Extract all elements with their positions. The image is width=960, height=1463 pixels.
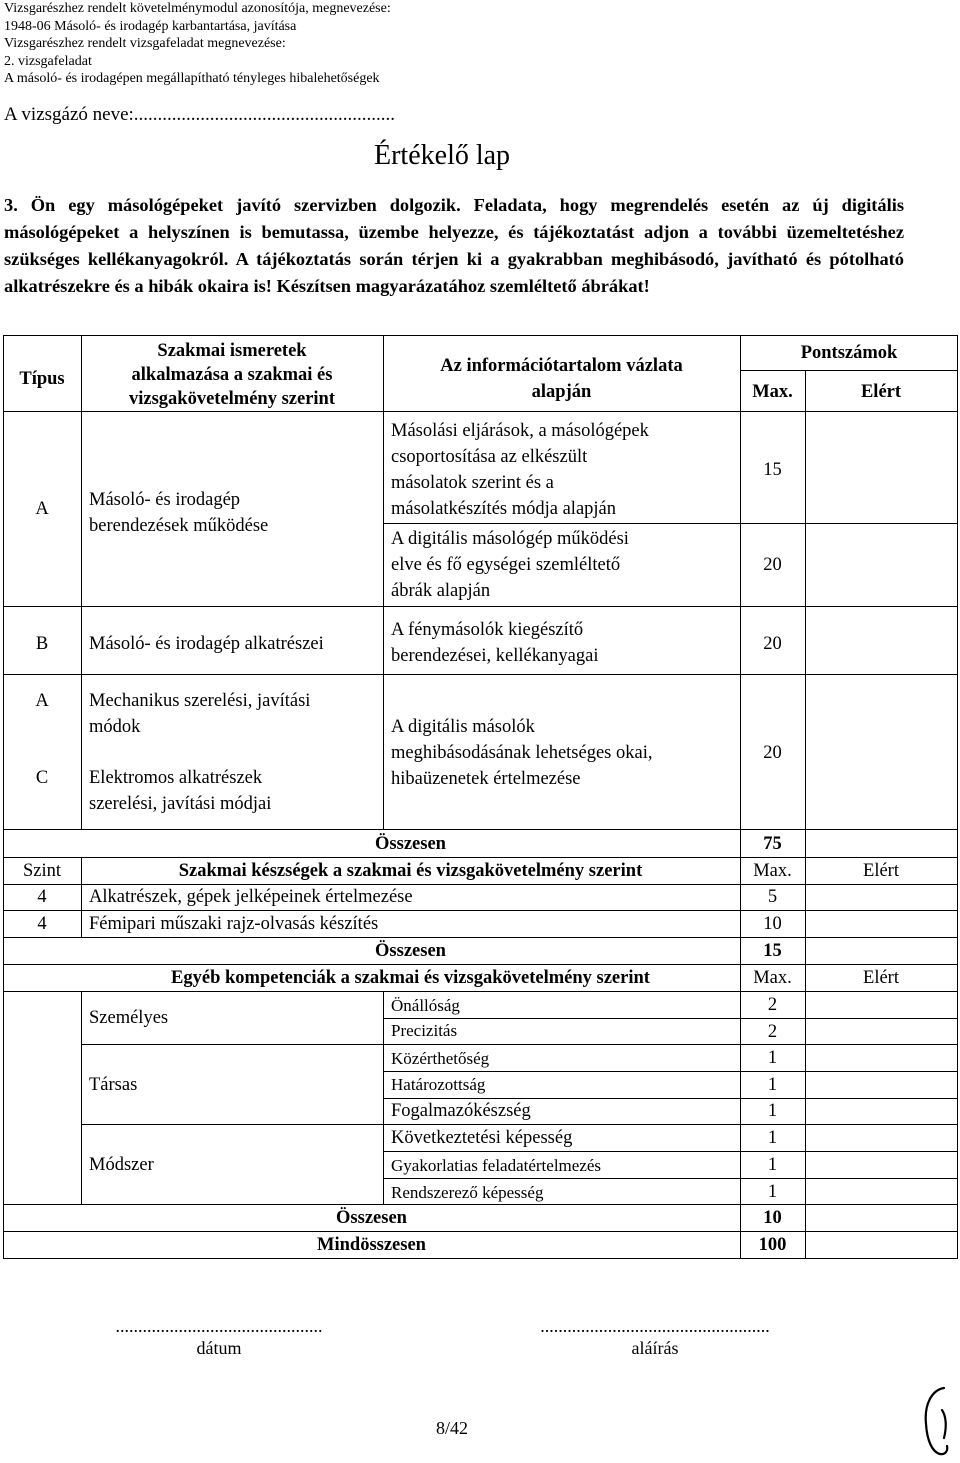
total-value: 15 [763,941,782,961]
competency-max: 1 [767,1128,778,1148]
competency-label: Következtetési képesség [391,1128,573,1148]
header-information-outline [383,353,740,405]
cell-text: elve és fő egységei szemléltető [391,555,621,575]
cell-text: szerelési, javítási módjai [89,794,272,814]
cell-text: berendezések működése [89,516,269,536]
max-points: 20 [763,743,782,763]
competency-max: 1 [767,1155,778,1175]
cell-text: csoportosítása az elkészült [391,447,588,467]
cell-text: másolatok szerint és a [391,473,554,493]
row-information [391,617,736,669]
competency-label: Fogalmazókészség [391,1101,531,1121]
skill-label: Alkatrészek, gépek jelképeinek értelmezése [89,887,413,907]
header-line: Vizsgarészhez rendelt követelménymodul azonosítója, megnevezése: [4,1,391,16]
header-achieved: Elért [863,861,899,881]
row-information [391,418,736,522]
skill-max: 10 [763,914,782,934]
cell-text: Másoló- és irodagép [89,490,241,510]
row-knowledge [89,765,383,817]
grand-total-label: Mindösszesen [317,1235,426,1255]
header-line: A másoló- és irodagépen megállapítható tényleges hibalehetőségek [4,71,380,87]
header-competencies: Egyéb kompetenciák a szakmai és vizsgakövetelmény szerint [171,968,650,988]
competency-max: 1 [767,1048,778,1068]
cell-text: Másolási eljárások, a másológépek [391,421,649,441]
competency-label: Precizitás [391,1021,458,1040]
header-professional-knowledge [81,339,383,411]
skill-label: Fémipari műszaki rajz-olvasás készítés [89,914,379,934]
row-type: C [35,768,49,788]
total-label: Összesen [336,1208,407,1228]
competency-label: Önállóság [391,996,460,1015]
competency-label: Rendszerező képesség [391,1183,544,1202]
header-line: Vizsgarészhez rendelt vizsgafeladat megnevezése: [4,36,286,52]
competency-max: 1 [767,1182,778,1202]
header-skills: Szakmai készségek a szakmai és vizsgakövetelmény szerint [178,861,643,881]
cell-text: A digitális másolók [391,717,535,737]
signature-dots: ................................................... [540,1316,770,1336]
header-achieved: Elért [860,382,902,402]
date-label: dátum [196,1338,242,1358]
page-title: Értékelő lap [374,140,511,171]
cell-text: A fénymásolók kiegészítő [391,620,584,640]
cell-text: másolatkészítés módja alapján [391,499,617,519]
total-value: 75 [763,834,782,854]
competency-max: 2 [767,1022,778,1042]
competency-max: 1 [767,1075,778,1095]
handwritten-signature [914,1380,954,1460]
competency-group: Személyes [89,1008,169,1028]
cell-text: ábrák alapján [391,581,491,601]
total-label: Összesen [375,834,446,854]
task-description: 3. Ön egy másológépeket javító szervizben dolgozik. Feladata, hogy megrendelés esetén az új digitális másológépeket a helyszínen is bemutassa, üzembe helyezze, és tájékoztatást adjon a további üzemeltetéshez szükséges kellékanyagokról. A tájékoztatás során térjen ki a gyakrabban meghibásodó, javítható és pótolható alkatrészekre és a hibák okaira is! Készítsen magyarázatához szemléltető ábrákat! [4,195,904,296]
skill-level: 4 [37,887,47,907]
competency-group: Módszer [89,1155,154,1175]
document-header [4,0,391,88]
candidate-name-field: A vizsgázó neve:....................................................... [4,104,396,125]
competency-group: Társas [89,1075,138,1095]
row-type: A [35,691,49,711]
cell-text: A digitális másológép működési [391,529,629,549]
page-number: 8/42 [435,1418,468,1438]
competency-max: 1 [767,1101,778,1121]
cell-text: hibaüzenetek értelmezése [391,769,581,789]
cell-text: berendezései, kellékanyagai [391,646,599,666]
header-max: Max. [753,968,792,988]
cell-text: meghibásodásának lehetséges okai, [391,743,653,763]
header-achieved: Elért [863,968,899,988]
row-type: A [35,499,49,519]
row-information [391,714,736,792]
header-max: Max. [752,382,793,402]
total-label: Összesen [375,941,446,961]
skill-level: 4 [37,914,47,934]
row-knowledge: Másoló- és irodagép alkatrészei [89,634,324,654]
cell-text: módok [89,717,141,737]
header-line: 2. vizsgafeladat [4,53,92,69]
date-dots: .............................................. [115,1316,323,1336]
competency-max: 2 [767,995,778,1015]
total-value: 10 [763,1208,782,1228]
header-level: Szint [22,861,62,881]
header-line: 1948-06 Másoló- és irodagép karbantartása, javítása [4,18,297,34]
signature-label: aláírás [631,1338,679,1358]
competency-label: Gyakorlatias feladatértelmezés [391,1156,602,1175]
header-type: Típus [19,369,65,389]
header-points: Pontszámok [800,343,898,363]
competency-label: Közérthetőség [391,1049,490,1068]
cell-text: Mechanikus szerelési, javítási [89,691,311,711]
header-max: Max. [753,861,792,881]
header-text: alkalmazása a szakmai és [131,365,333,385]
row-knowledge [89,487,379,539]
header-text: Az információtartalom vázlata [440,356,683,376]
header-text: Szakmai ismeretek [157,341,307,361]
skill-max: 5 [767,887,778,907]
row-type: B [35,634,49,654]
max-points: 20 [763,634,782,654]
max-points: 15 [763,460,782,480]
competency-label: Határozottság [391,1075,486,1094]
row-information [391,526,736,604]
header-text: vizsgakövetelmény szerint [128,389,336,409]
cell-text: Elektromos alkatrészek [89,768,263,788]
header-text: alapján [531,382,592,402]
max-points: 20 [763,555,782,575]
row-knowledge [89,688,383,740]
grand-total-value: 100 [758,1235,787,1255]
